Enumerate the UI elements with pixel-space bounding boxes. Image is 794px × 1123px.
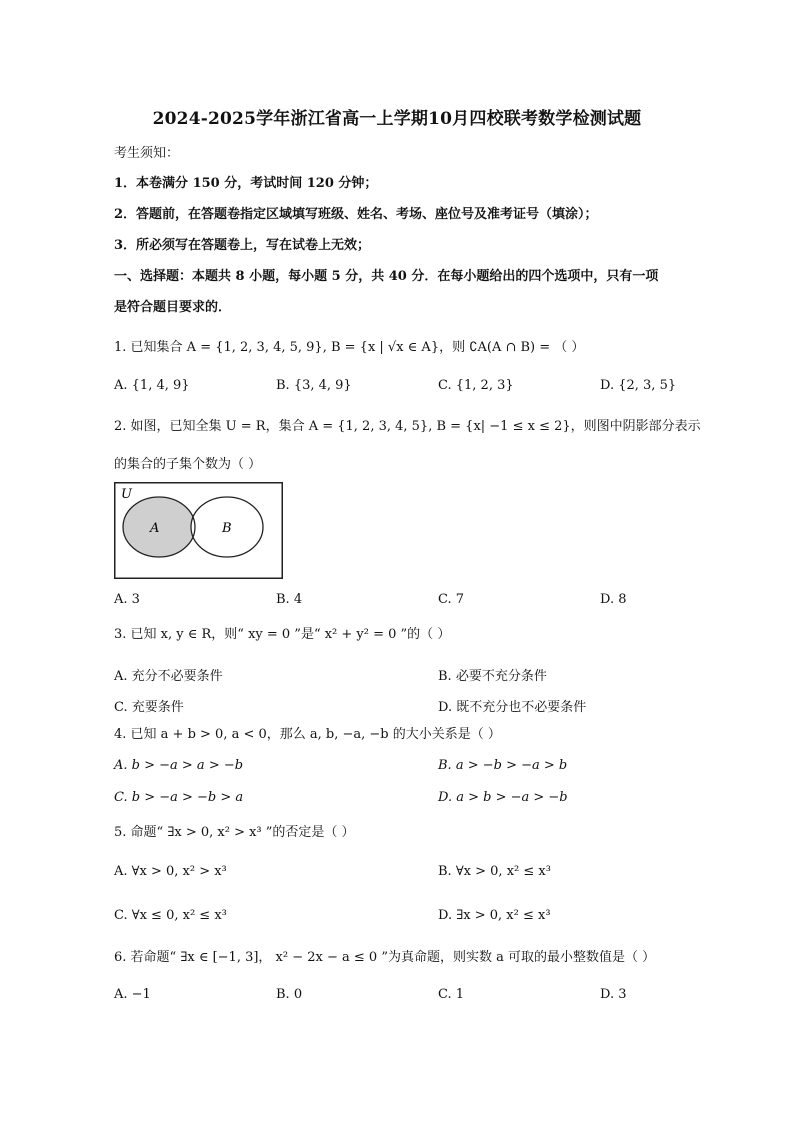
question-4-text: 4. 已知 a + b > 0, a < 0，那么 a, b, −a, −b 的大小关系是（ ） [114,727,501,742]
question-6-text: 6. 若命题“ ∃x ∈ [−1, 3]， x² − 2x − a ≤ 0 ”为真命题，则实数 a 可取的最小整数值是（ ） [114,950,656,965]
question-5-text: 5. 命题“ ∃x > 0, x² > x³ ”的否定是（ ） [114,825,355,840]
question-5-option-a: A. ∀x > 0, x² > x³ [114,864,227,879]
question-5-option-b: B. ∀x > 0, x² ≤ x³ [438,864,551,879]
question-3-option-c: C. 充要条件 [114,700,184,715]
section-heading-line2: 是符合题目要求的． [114,300,232,315]
question-2-option-a: A. 3 [114,592,140,607]
question-6-option-c: C. 1 [438,987,465,1002]
question-4-option-d: D. a > b > −a > −b [438,790,568,805]
question-1-option-c: C. {1, 2, 3} [438,378,514,393]
question-1-text: 1. 已知集合 A = {1, 2, 3, 4, 5, 9}, B = {x | √x ∈ A}，则 ∁A(A ∩ B) = （ ） [114,340,585,355]
question-1-option-a: A. {1, 4, 9} [114,378,190,393]
question-3-text: 3. 已知 x, y ∈ R，则“ xy = 0 ”是“ x² + y² = 0 ”的（ ） [114,627,451,642]
notice-heading: 考生须知： [114,146,180,161]
question-5-option-d: D. ∃x > 0, x² ≤ x³ [438,908,551,923]
question-6-option-b: B. 0 [276,987,303,1002]
section-heading-line1: 一、选择题：本题共 8 小题，每小题 5 分，共 40 分．在每小题给出的四个选项中，只有一项 [114,269,659,284]
question-3-option-b: B. 必要不充分条件 [438,669,547,684]
question-2-text-line2: 的集合的子集个数为（ ） [114,457,262,472]
exam-title: 2024-2025学年浙江省高一上学期10月四校联考数学检测试题 [152,109,642,129]
question-3-option-d: D. 既不充分也不必要条件 [438,700,587,715]
venn-label-a: A [150,521,160,536]
question-6-option-d: D. 3 [600,987,627,1002]
venn-diagram [114,482,284,580]
question-3-option-a: A. 充分不必要条件 [114,669,223,684]
question-2-option-d: D. 8 [600,592,627,607]
question-2-option-b: B. 4 [276,592,303,607]
question-1-option-b: B. {3, 4, 9} [276,378,352,393]
question-4-option-a: A. b > −a > a > −b [114,758,244,773]
question-1-option-d: D. {2, 3, 5} [600,378,677,393]
venn-label-u: U [121,487,132,502]
notice-item-3: 3．所必须写在答题卷上，写在试卷上无效； [114,238,371,253]
question-4-option-b: B. a > −b > −a > b [438,758,568,773]
question-6-option-a: A. −1 [114,987,151,1002]
question-2-option-c: C. 7 [438,592,465,607]
venn-label-b: B [222,521,232,536]
question-4-option-c: C. b > −a > −b > a [114,790,244,805]
question-2-text-line1: 2. 如图，已知全集 U = R，集合 A = {1, 2, 3, 4, 5}, B = {x| −1 ≤ x ≤ 2}，则图中阴影部分表示 [114,419,701,434]
notice-item-2: 2．答题前，在答题卷指定区域填写班级、姓名、考场、座位号及准考证号（填涂）； [114,207,598,222]
notice-item-1: 1．本卷满分 150 分，考试时间 120 分钟； [114,176,378,191]
question-5-option-c: C. ∀x ≤ 0, x² ≤ x³ [114,908,227,923]
